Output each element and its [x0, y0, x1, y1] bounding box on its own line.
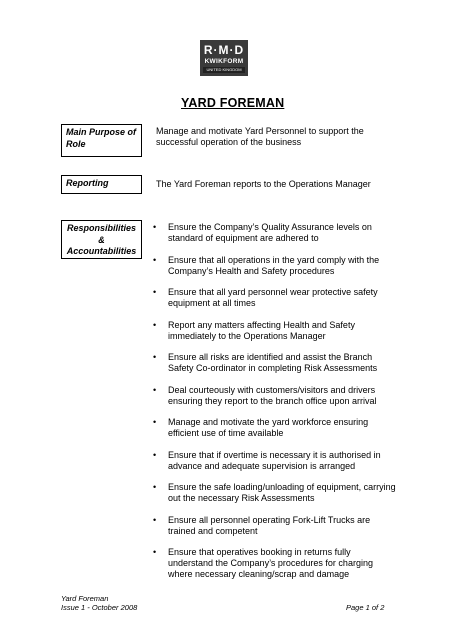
bullet-icon: •: [153, 222, 157, 232]
list-item: [153, 255, 398, 277]
main-purpose-text: Manage and motivate Yard Personnel to support the successful operation of the business: [156, 126, 364, 147]
company-logo: [200, 40, 248, 76]
main-purpose-label: Main Purpose of Role: [61, 124, 142, 157]
reporting-label: Reporting: [61, 175, 142, 194]
responsibilities-label-line-2: &: [98, 234, 105, 245]
document-footer: [61, 594, 137, 612]
bullet-icon: •: [153, 384, 157, 395]
list-item: [153, 450, 398, 472]
list-item: [153, 417, 398, 439]
list-item-text: Ensure that all operations in the yard comply with the Company’s Health and Safety procedures: [168, 254, 380, 276]
page-title: YARD FOREMAN: [181, 96, 285, 110]
list-item: [153, 222, 398, 244]
list-item-text: Deal courteously with customers/visitors and drivers ensuring they report to the branch office upon arrival: [168, 384, 377, 406]
bullet-icon: •: [153, 482, 157, 492]
logo-line-3: UNITED KINGDOM: [203, 67, 245, 73]
bullet-icon: •: [153, 417, 157, 427]
list-item-text: Ensure the safe loading/unloading of equipment, carrying out the necessary Risk Assessments: [168, 482, 396, 503]
page-number: Page 1 of 2: [346, 603, 385, 612]
list-item: [153, 320, 398, 342]
responsibilities-label-line-3: Accountabilities: [66, 246, 137, 256]
list-item: [153, 287, 398, 309]
list-item-text: Ensure all risks are identified and assist the Branch Safety Co-ordinator in completing Risk Assessments: [168, 352, 378, 373]
list-item-text: Ensure that if overtime is necessary it is authorised in advance and adequate supervision is arranged: [168, 449, 381, 471]
list-item: [153, 385, 398, 407]
list-item: [153, 547, 398, 580]
list-item-text: Report any matters affecting Health and Safety immediately to the Operations Manager: [168, 319, 355, 341]
bullet-icon: •: [153, 514, 157, 525]
bullet-icon: •: [153, 254, 157, 265]
list-item: [153, 482, 398, 504]
bullet-icon: •: [153, 449, 157, 460]
footer-issue: Issue 1 - October 2008: [61, 603, 138, 612]
bullet-icon: •: [153, 352, 157, 362]
bullet-icon: •: [153, 287, 157, 297]
logo-line-2: KWIKFORM: [204, 58, 244, 65]
footer-doc-title: Yard Foreman: [61, 594, 109, 603]
responsibilities-label-line-1: Responsibilities: [66, 223, 137, 233]
responsibilities-label: [61, 220, 142, 259]
bullet-icon: •: [153, 319, 157, 330]
list-item-text: Ensure that all yard personnel wear protective safety equipment at all times: [168, 287, 378, 308]
list-item-text: Manage and motivate the yard workforce ensuring efficient use of time available: [168, 417, 369, 438]
logo-line-1: R·M·D: [203, 43, 245, 57]
list-item-text: Ensure all personnel operating Fork-Lift Trucks are trained and competent: [168, 514, 371, 536]
list-item-text: Ensure the Company’s Quality Assurance levels on standard of equipment are adhered to: [168, 222, 372, 243]
list-item-text: Ensure that operatives booking in returns fully understand the Company’s procedures for charging where necessary cleaning/scrap and damage: [168, 547, 373, 579]
reporting-text: The Yard Foreman reports to the Operations Manager: [156, 179, 371, 189]
list-item: [153, 515, 398, 537]
bullet-icon: •: [153, 547, 157, 557]
responsibilities-list: [153, 222, 398, 591]
list-item: [153, 352, 398, 374]
